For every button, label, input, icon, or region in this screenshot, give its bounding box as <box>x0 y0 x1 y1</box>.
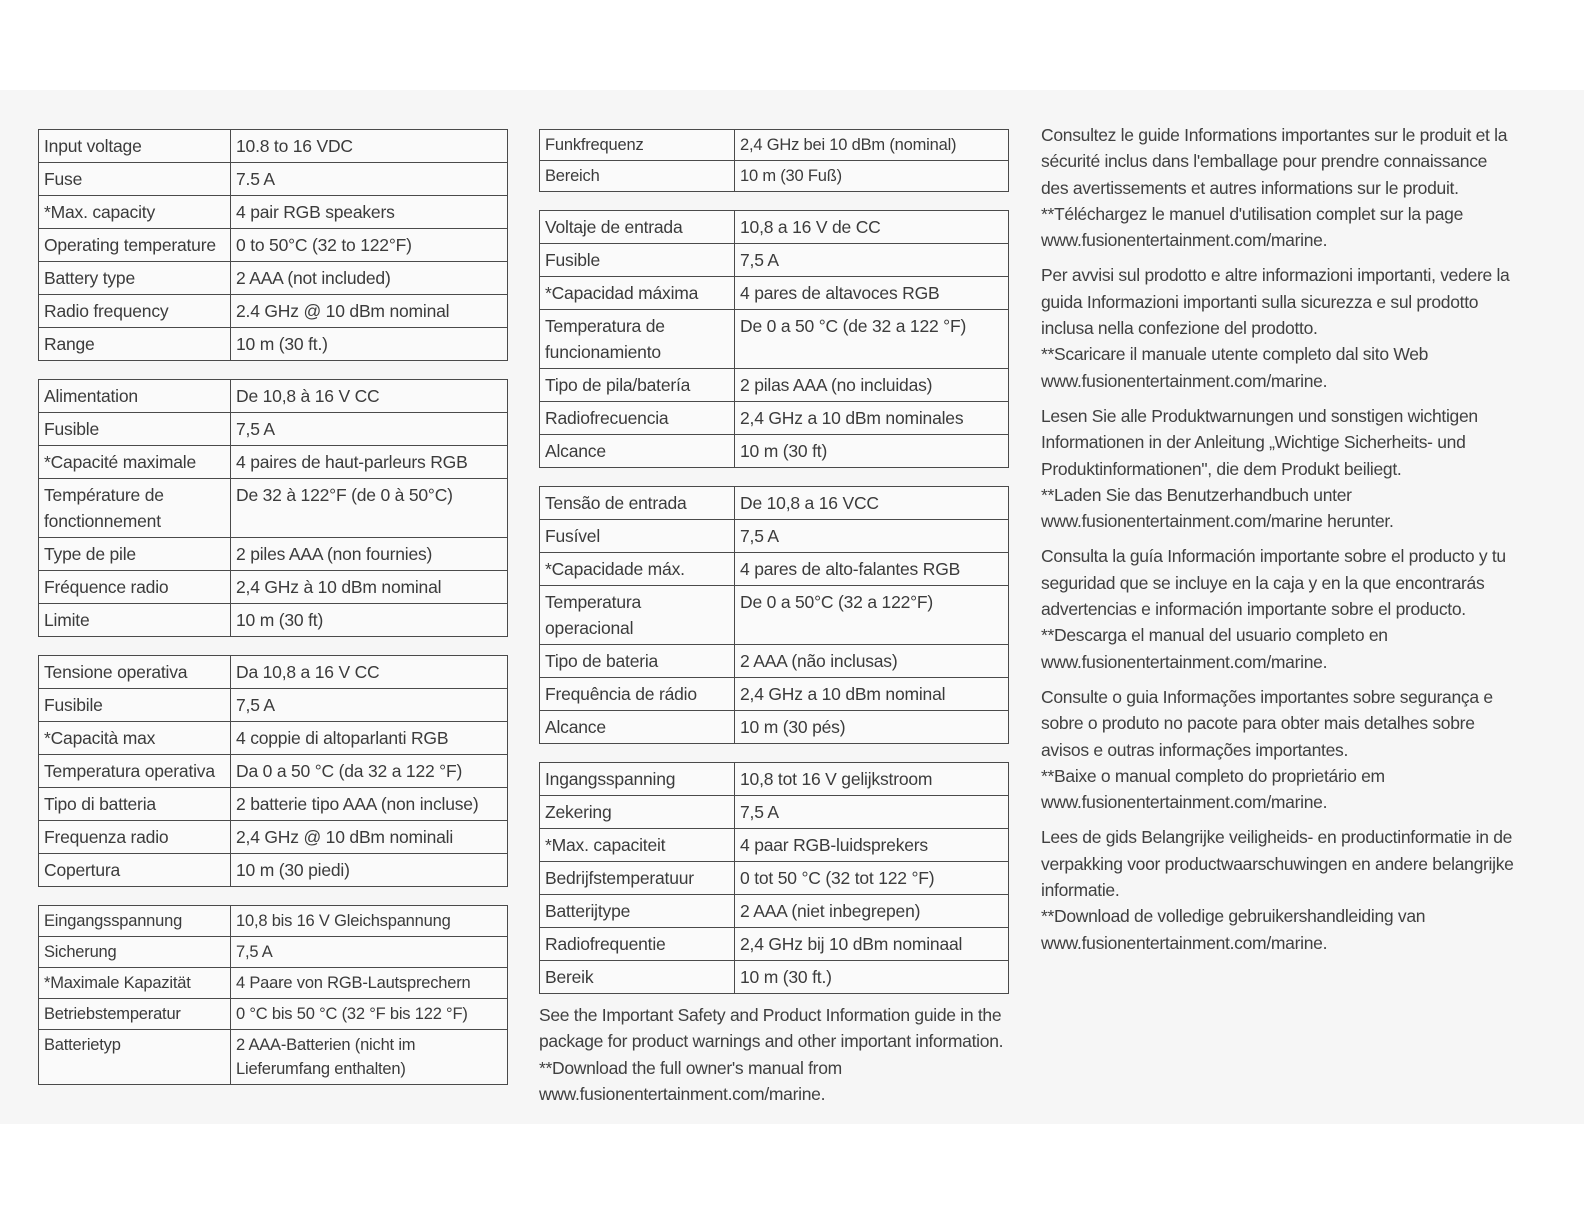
language-paragraph <box>1041 262 1517 393</box>
spec-row <box>39 163 508 196</box>
spec-label: Température de fonctionnement <box>39 479 231 538</box>
spec-value: 2 AAA-Batterien (nicht im Lieferumfang enthalten) <box>231 1030 508 1085</box>
spec-row <box>39 999 508 1030</box>
spec-row <box>39 755 508 788</box>
spec-value: De 0 a 50 °C (de 32 a 122 °F) <box>735 310 1009 369</box>
spec-label: Funkfrequenz <box>540 130 735 161</box>
spec-value: 2 AAA (niet inbegrepen) <box>735 895 1009 928</box>
spec-value: 2,4 GHz bij 10 dBm nominaal <box>735 928 1009 961</box>
spec-value: 2 pilas AAA (no incluidas) <box>735 369 1009 402</box>
paragraph-download: **Scaricare il manuale utente completo dal sito Web www.fusionentertainment.com/marine. <box>1041 344 1429 391</box>
spec-row <box>39 229 508 262</box>
spec-value: 4 pares de alto-falantes RGB <box>735 553 1009 586</box>
spec-label: Copertura <box>39 854 231 887</box>
spec-value: 4 Paare von RGB-Lautsprechern <box>231 968 508 999</box>
spec-label: Fréquence radio <box>39 571 231 604</box>
paragraph-download: **Baixe o manual completo do proprietário em www.fusionentertainment.com/marine. <box>1041 765 1385 813</box>
spec-row <box>540 553 1009 586</box>
spec-label: Radiofrequentie <box>540 928 735 961</box>
paragraph-download: **Téléchargez le manuel d'utilisation complet sur la page www.fusionentertainment.com/marine. <box>1041 203 1464 251</box>
spec-table <box>38 905 508 1085</box>
language-paragraph <box>1041 122 1517 253</box>
spec-row <box>540 211 1009 244</box>
spec-value: 2,4 GHz a 10 dBm nominales <box>735 402 1009 435</box>
spec-label: Voltaje de entrada <box>540 211 735 244</box>
spec-value: Da 10,8 a 16 V CC <box>231 656 508 689</box>
spec-row <box>540 402 1009 435</box>
spec-value: 10 m (30 ft.) <box>231 328 508 361</box>
spec-value: De 32 à 122°F (de 0 à 50°C) <box>231 479 508 538</box>
spec-value: 10 m (30 pés) <box>735 711 1009 744</box>
spec-label: Temperatura operacional <box>540 586 735 645</box>
english-note-download: **Download the full owner's manual from www.fusionentertainment.com/marine. <box>539 1057 842 1104</box>
spec-label: Bereich <box>540 161 735 192</box>
spec-row <box>39 413 508 446</box>
spec-label: Alcance <box>540 435 735 468</box>
spec-value: 2 AAA (não inclusas) <box>735 645 1009 678</box>
paragraph-text: Consultez le guide Informations importantes sur le produit et la sécurité inclus dans l'emballage pour prendre connaissance des avertissements et autres informations sur le produit. <box>1041 125 1508 198</box>
spec-row <box>540 711 1009 744</box>
spec-table <box>38 379 508 637</box>
paragraph-download: **Laden Sie das Benutzerhandbuch unter www.fusionentertainment.com/marine herunter. <box>1041 484 1394 532</box>
spec-row <box>39 295 508 328</box>
spec-value: 2,4 GHz à 10 dBm nominal <box>231 571 508 604</box>
spec-value: 0 °C bis 50 °C (32 °F bis 122 °F) <box>231 999 508 1030</box>
spec-label: Alimentation <box>39 380 231 413</box>
spec-label: *Capacité maximale <box>39 446 231 479</box>
spec-value: 0 tot 50 °C (32 tot 122 °F) <box>735 862 1009 895</box>
spec-label: Frequenza radio <box>39 821 231 854</box>
spec-value: 10,8 a 16 V de CC <box>735 211 1009 244</box>
spec-label: Tensione operativa <box>39 656 231 689</box>
paragraph-text: Lees de gids Belangrijke veiligheids- en productinformatie in de verpakking voor productwaarschuwingen en andere belangrijke informatie. <box>1041 827 1514 901</box>
spec-row <box>39 821 508 854</box>
spec-row <box>540 678 1009 711</box>
spec-row <box>540 645 1009 678</box>
spec-label: Fusibile <box>39 689 231 722</box>
spec-label: *Max. capacity <box>39 196 231 229</box>
language-paragraph <box>1041 403 1517 534</box>
spec-label: *Capacidade máx. <box>540 553 735 586</box>
spec-label: Battery type <box>39 262 231 295</box>
spec-value: 10 m (30 ft) <box>735 435 1009 468</box>
spec-label: Tipo de bateria <box>540 645 735 678</box>
spec-value: 10 m (30 piedi) <box>231 854 508 887</box>
spec-value: 2,4 GHz bei 10 dBm (nominal) <box>735 130 1009 161</box>
spec-label: Radiofrecuencia <box>540 402 735 435</box>
spec-value: 10 m (30 ft.) <box>735 961 1009 994</box>
spec-row <box>540 435 1009 468</box>
spec-row <box>39 380 508 413</box>
spec-label: Fuse <box>39 163 231 196</box>
spec-row <box>540 763 1009 796</box>
spec-row <box>39 196 508 229</box>
spec-label: Range <box>39 328 231 361</box>
spec-label: Zekering <box>540 796 735 829</box>
spec-value: 2 piles AAA (non fournies) <box>231 538 508 571</box>
spec-label: Bedrijfstemperatuur <box>540 862 735 895</box>
spec-row <box>540 244 1009 277</box>
spec-row <box>39 788 508 821</box>
spec-value: 10.8 to 16 VDC <box>231 130 508 163</box>
spec-label: Betriebstemperatur <box>39 999 231 1030</box>
spec-value: 10 m (30 Fuß) <box>735 161 1009 192</box>
spec-row <box>39 906 508 937</box>
spec-row <box>39 968 508 999</box>
spec-row <box>540 161 1009 192</box>
spec-row <box>39 262 508 295</box>
spec-value: 4 paires de haut-parleurs RGB <box>231 446 508 479</box>
spec-value: 7,5 A <box>735 796 1009 829</box>
spec-value: De 10,8 a 16 VCC <box>735 487 1009 520</box>
spec-label: Fusible <box>540 244 735 277</box>
spec-label: Ingangsspanning <box>540 763 735 796</box>
spec-row <box>540 369 1009 402</box>
spec-row <box>39 656 508 689</box>
spec-row <box>39 1030 508 1085</box>
spec-label: Radio frequency <box>39 295 231 328</box>
spec-row <box>39 446 508 479</box>
spec-value: 7,5 A <box>231 413 508 446</box>
spec-value: 10,8 tot 16 V gelijkstroom <box>735 763 1009 796</box>
spec-value: 7.5 A <box>231 163 508 196</box>
paragraph-download: **Download de volledige gebruikershandleiding van www.fusionentertainment.com/marine. <box>1041 906 1426 953</box>
spec-value: 2.4 GHz @ 10 dBm nominal <box>231 295 508 328</box>
spec-table <box>539 762 1009 994</box>
spec-table <box>539 210 1009 468</box>
spec-label: Bereik <box>540 961 735 994</box>
spec-row <box>39 130 508 163</box>
spec-value: 4 coppie di altoparlanti RGB <box>231 722 508 755</box>
spec-label: Tipo de pila/batería <box>540 369 735 402</box>
spec-value: 4 pair RGB speakers <box>231 196 508 229</box>
spec-label: Alcance <box>540 711 735 744</box>
spec-value: 2 AAA (not included) <box>231 262 508 295</box>
language-paragraph <box>1041 543 1517 674</box>
spec-row <box>39 538 508 571</box>
language-paragraph <box>1041 684 1517 815</box>
paragraph-download: **Descarga el manual del usuario completo en www.fusionentertainment.com/marine. <box>1041 625 1388 672</box>
language-paragraph <box>1041 824 1517 955</box>
spec-label: Sicherung <box>39 937 231 968</box>
paragraph-text: Consulta la guía Información importante sobre el producto y tu seguridad que se incluye en la caja y en la que encontrarás advertencias e información importante sobre el producto. <box>1041 546 1506 620</box>
spec-label: *Max. capaciteit <box>540 829 735 862</box>
spec-row <box>540 277 1009 310</box>
spec-label: *Maximale Kapazität <box>39 968 231 999</box>
left-column <box>38 129 508 1103</box>
spec-value: 10,8 bis 16 V Gleichspannung <box>231 906 508 937</box>
spec-row <box>39 937 508 968</box>
spec-label: Temperatura de funcionamiento <box>540 310 735 369</box>
spec-row <box>540 130 1009 161</box>
spec-row <box>540 796 1009 829</box>
spec-row <box>540 310 1009 369</box>
spec-row <box>39 854 508 887</box>
spec-row <box>540 520 1009 553</box>
spec-value: 2 batterie tipo AAA (non incluse) <box>231 788 508 821</box>
spec-label: Frequência de rádio <box>540 678 735 711</box>
spec-label: Tipo di batteria <box>39 788 231 821</box>
spec-value: 2,4 GHz a 10 dBm nominal <box>735 678 1009 711</box>
spec-row <box>39 328 508 361</box>
spec-value: 7,5 A <box>735 520 1009 553</box>
spec-label: Batterietyp <box>39 1030 231 1085</box>
spec-label: Limite <box>39 604 231 637</box>
spec-value: 10 m (30 ft) <box>231 604 508 637</box>
spec-row <box>39 479 508 538</box>
spec-label: Operating temperature <box>39 229 231 262</box>
paragraph-text: Per avvisi sul prodotto e altre informazioni importanti, vedere la guida Informazioni importanti sulla sicurezza e sul prodotto inclusa nella confezione del prodotto. <box>1041 265 1510 339</box>
paragraph-text: Consulte o guia Informações importantes sobre segurança e sobre o produto no pacote para obter mais detalhes sobre avisos e outras informações importantes. <box>1041 686 1493 760</box>
spec-value: 7,5 A <box>735 244 1009 277</box>
spec-value: 4 pares de altavoces RGB <box>735 277 1009 310</box>
spec-label: Eingangsspannung <box>39 906 231 937</box>
spec-row <box>540 586 1009 645</box>
spec-label: *Capacidad máxima <box>540 277 735 310</box>
paragraph-text: Lesen Sie alle Produktwarnungen und sonstigen wichtigen Informationen in der Anleitung „Wichtige Sicherheits- und Produktinformationen", die dem Produkt beiliegt. <box>1041 405 1478 479</box>
spec-row <box>540 961 1009 994</box>
spec-table <box>38 655 508 887</box>
english-note-text: See the Important Safety and Product Information guide in the package for product warnings and other important information. <box>539 1005 1004 1052</box>
spec-table <box>539 486 1009 744</box>
right-column <box>1041 122 1517 965</box>
spec-value: 7,5 A <box>231 937 508 968</box>
spec-label: *Capacità max <box>39 722 231 755</box>
english-note <box>539 1002 1009 1107</box>
spec-value: Da 0 a 50 °C (da 32 a 122 °F) <box>231 755 508 788</box>
spec-row <box>39 604 508 637</box>
spec-label: Batterijtype <box>540 895 735 928</box>
spec-row <box>540 928 1009 961</box>
spec-value: 4 paar RGB-luidsprekers <box>735 829 1009 862</box>
spec-row <box>540 487 1009 520</box>
spec-value: 0 to 50°C (32 to 122°F) <box>231 229 508 262</box>
spec-value: 2,4 GHz @ 10 dBm nominali <box>231 821 508 854</box>
spec-row <box>39 689 508 722</box>
spec-label: Temperatura operativa <box>39 755 231 788</box>
spec-table <box>539 129 1009 192</box>
spec-label: Tensão de entrada <box>540 487 735 520</box>
spec-table <box>38 129 508 361</box>
spec-value: De 0 a 50°C (32 a 122°F) <box>735 586 1009 645</box>
spec-row <box>39 571 508 604</box>
spec-value: De 10,8 à 16 V CC <box>231 380 508 413</box>
spec-label: Fusível <box>540 520 735 553</box>
spec-label: Input voltage <box>39 130 231 163</box>
spec-row <box>540 862 1009 895</box>
middle-column <box>539 129 1009 1107</box>
spec-row <box>540 895 1009 928</box>
spec-row <box>540 829 1009 862</box>
spec-value: 7,5 A <box>231 689 508 722</box>
spec-label: Type de pile <box>39 538 231 571</box>
spec-row <box>39 722 508 755</box>
middle-tables <box>539 129 1009 994</box>
spec-label: Fusible <box>39 413 231 446</box>
